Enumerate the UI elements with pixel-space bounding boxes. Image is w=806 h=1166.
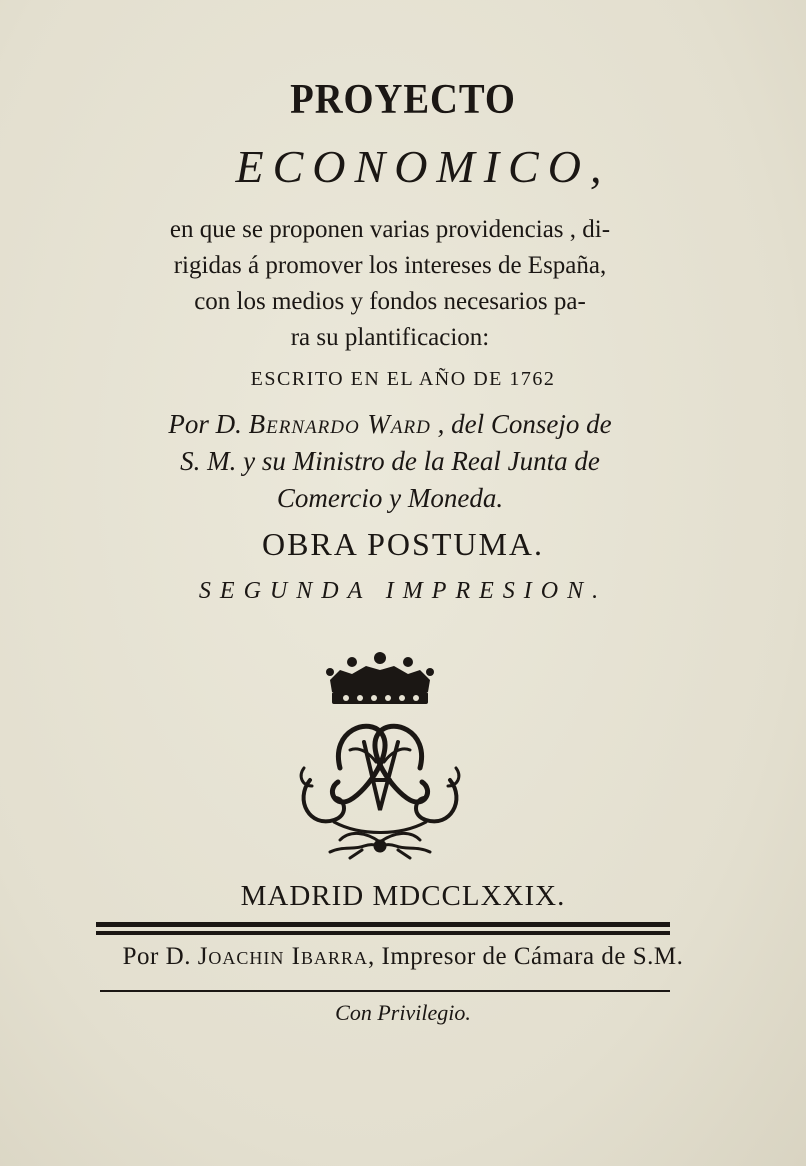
printer-prefix: Por D. [122,943,191,970]
thick-divider [96,931,670,935]
written-year: ESCRITO EN EL AÑO DE 1762 [250,368,556,390]
author-name: Bernardo Ward [248,409,431,439]
printer-line [0,943,806,971]
author-line-3: Comercio y Moneda. [276,483,504,513]
monogram-icon [301,726,459,832]
description [90,212,690,356]
description-line: rigidas á promover los intereses de España, [173,252,607,279]
imprint-place-date: MADRID MDCCLXXIX. [240,880,566,912]
ribbon-bow-icon [330,833,430,858]
obra-postuma: OBRA POSTUMA. [261,526,545,562]
royal-monogram-emblem [290,650,470,865]
description-line: en que se proponen varias providencias , di- [169,216,611,243]
description-line: ra su plantificacion: [290,324,490,351]
author-line-1 [80,406,700,443]
thick-divider [96,922,670,927]
title-line-1: PROYECTO [290,77,516,123]
author-line-2: S. M. y su Ministro de la Real Junta de [180,446,600,476]
printer-name: Joachin Ibarra [197,943,369,970]
description-line: con los medios y fondos necesarios pa- [194,288,586,315]
author-block [80,406,700,517]
segunda-impresion: SEGUNDA IMPRESION. [198,578,608,604]
author-suffix: , del Consejo de [437,409,612,439]
printer-suffix: , Impresor de Cámara de S.M. [368,943,684,970]
title-line-2: ECONOMICO, [235,141,611,192]
thin-divider [100,990,670,992]
author-prefix: Por D. [168,409,242,439]
privilege-note: Con Privilegio. [335,1000,471,1025]
crown-icon [326,652,434,704]
